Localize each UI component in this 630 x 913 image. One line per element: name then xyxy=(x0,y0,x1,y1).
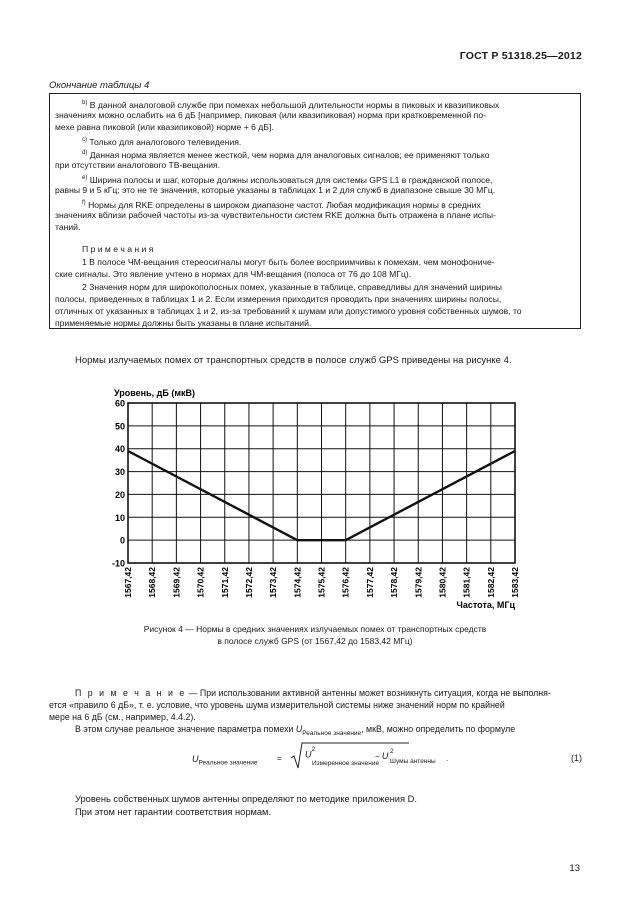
x-tick-label: 1579,42 xyxy=(413,567,424,598)
note-1-line1: 1 В полосе ЧМ-вещания стереосигналы могут быть более восприимчивы к помехам, чем монофониче- xyxy=(82,257,495,267)
note-paragraph-line3: мере на 6 дБ (см., например, 4.4.2). xyxy=(49,712,196,722)
formula-period: . xyxy=(446,754,449,763)
footnote-f-line2: значениях вблизи рабочей частоты из-за чувствительности систем RKE должна быть отражена в плане испы- xyxy=(55,210,496,220)
notes-title: П р и м е ч а н и я xyxy=(82,244,154,254)
note-2-line1: 2 Значения норм для широкополосных помех, указанные в таблице, справедливы для значений ширины xyxy=(82,282,502,292)
note-2-line3: отличных от указанных в таблицах 1 и 2, из-за требований к шумам или допустимого уровня собственных шумов, то xyxy=(55,306,522,316)
x-tick-label: 1577,42 xyxy=(364,567,375,598)
footnote-b-line2: значениях можно ослабить на 6 дБ [например, пиковая (или квазипиковая) норма при кратковременной по- xyxy=(55,110,486,120)
x-tick-label: 1572,42 xyxy=(243,567,254,598)
footnote-f-line1: $^{f)}$ Нормы для RKE определены в широком диапазоне частот. Любая модификация нормы в средних xyxy=(82,199,481,210)
x-tick-label: 1573,42 xyxy=(268,567,279,598)
formula-equals: = xyxy=(277,754,282,763)
y-tick-label: 0 xyxy=(119,535,125,546)
x-tick-label: 1567,42 xyxy=(123,567,133,598)
y-tick-label: 20 xyxy=(114,489,125,500)
y-tick-label: 30 xyxy=(114,467,125,478)
table-caption: Окончание таблицы 4 xyxy=(49,80,150,91)
x-tick-label: 1574,42 xyxy=(292,567,303,598)
figure-caption-line1: Рисунок 4 — Нормы в средних значениях излучаемых помех от транспортных средств xyxy=(143,624,487,634)
formula-measured-sub: Измеренное значение xyxy=(312,760,380,767)
y-axis-title: Уровень, дБ (мкВ) xyxy=(114,388,195,398)
formula-minus: − U xyxy=(375,751,389,761)
x-tick-label: 1575,42 xyxy=(316,567,327,598)
y-tick-label: -10 xyxy=(111,558,125,569)
y-tick-label: 60 xyxy=(114,398,125,409)
footnote-d-line1: $^{d)}$ Данная норма является менее жесткой, чем норма для аналоговых сигналов; ее применяют только xyxy=(82,149,490,160)
page-number: 13 xyxy=(569,863,580,874)
note-2-line2: полосы, приведенных в таблицах 1 и 2. Если измерения приходится проводить при значениях ширины полосы, xyxy=(55,294,502,304)
closing-line1: Уровень собственных шумов антенны определяют по методике приложения D. xyxy=(75,794,417,804)
y-tick-label: 10 xyxy=(114,512,125,523)
x-tick-label: 1569,42 xyxy=(171,567,182,598)
note-paragraph-line1: П р и м е ч а н и е — При использовании активной антенны может возникнуть ситуация, когда не выполня- xyxy=(75,688,551,698)
footnote-e-line1: $^{e)}$ Ширина полосы и шаг, которые должны использоваться для системы GPS L1 в гражданской полосе, xyxy=(82,174,493,185)
x-tick-label: 1581,42 xyxy=(461,567,472,598)
formula-intro: В этом случае реальное значение параметра помехи $U_{Реальное значение}$, мкВ, можно определить по формуле xyxy=(75,724,516,737)
footnote-d-line2: при отсутствии аналогового ТВ-вещания. xyxy=(55,160,221,170)
table-footnotes-box xyxy=(49,93,581,329)
footnote-b-line3: мехе равна пиковой (или квазипиковой) норме + 6 дБ]. xyxy=(55,122,274,132)
footnote-c: $^{c)}$ Только для аналогового телевидения. xyxy=(82,136,242,147)
footnote-b-line1: $^{b)}$ В данной аналоговой службе при помехах небольшой длительности нормы в пиковых и квазипиковых xyxy=(82,99,500,110)
x-tick-label: 1570,42 xyxy=(195,567,206,598)
figure-intro-text: Нормы излучаемых помех от транспортных средств в полосе служб GPS приведены на рисунке 4. xyxy=(75,355,512,366)
formula-measured-term: $U^2$ xyxy=(305,746,316,760)
formula-noise-sub: Шумы антенны xyxy=(390,758,436,765)
footnote-e-line2: равны 9 и 5 кГц; это не те значения, которые указаны в таблицах 1 и 2 для служб в диапазоне свыше 30 МГц. xyxy=(55,185,496,195)
formula-number: (1) xyxy=(571,753,582,763)
figure-caption-line2: в полосе служб GPS (от 1567,42 до 1583,42 МГц) xyxy=(217,636,413,646)
closing-line2: При этом нет гарантии соответствия нормам. xyxy=(75,807,272,817)
note-2-line4: применяемые нормы должны быть указаны в плане испытаний. xyxy=(55,318,312,328)
formula-noise-sup: 2 xyxy=(390,748,394,755)
x-tick-label: 1576,42 xyxy=(340,567,351,598)
x-tick-label: 1582,42 xyxy=(485,567,496,598)
x-axis-title: Частота, МГц xyxy=(456,600,515,610)
y-tick-label: 40 xyxy=(114,444,125,455)
standard-number: ГОСТ Р 51318.25—2012 xyxy=(459,50,582,62)
note-paragraph-line2: ется «правило 6 дБ», т. е. условие, что уровень шума измерительной системы ниже значений норм по крайней xyxy=(49,700,505,710)
x-tick-label: 1568,42 xyxy=(147,567,158,598)
gps-emission-limits-chart xyxy=(80,384,530,614)
x-tick-label: 1571,42 xyxy=(219,567,230,598)
y-tick-label: 50 xyxy=(114,421,125,432)
x-tick-label: 1580,42 xyxy=(437,567,448,598)
note-1-line2: ские сигналы. Это явление учтено в нормах для ЧМ-вещания (полоса от 76 до 108 МГц). xyxy=(55,269,412,279)
x-tick-label: 1578,42 xyxy=(389,567,400,598)
formula-lhs: $U_{Реальное значение}$ xyxy=(192,754,258,767)
x-tick-label: 1583,42 xyxy=(510,567,520,598)
footnote-f-line3: таний. xyxy=(55,222,81,232)
